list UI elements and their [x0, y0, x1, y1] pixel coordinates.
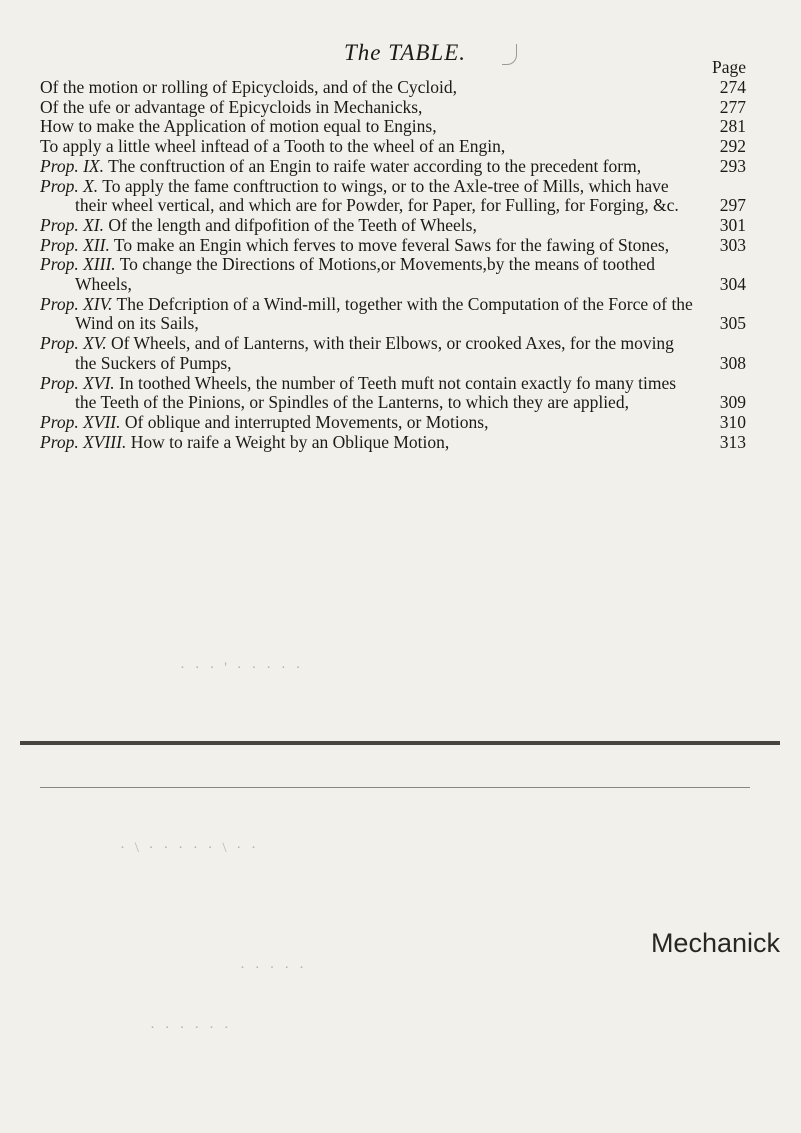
toc-entry-text: Of Wheels, and of Lanterns, with their Elbows, or crooked Axes, for the moving the Suckers of Pumps,	[75, 333, 674, 373]
toc-entry-text: To change the Directions of Motions,or Movements,by the means of toothed Wheels,	[75, 254, 656, 295]
toc-entry-text: Of the motion or rolling of Epicycloids, and of the Cycloid,	[40, 77, 458, 97]
toc-entry	[40, 57, 752, 98]
toc-entry-text: How to make the Application of motion equal to Engins,	[40, 116, 437, 137]
toc-entry-label: Prop. XIV.	[40, 293, 113, 314]
toc-entry-label: Prop. XIII.	[40, 254, 116, 275]
toc-entry-page: 301	[719, 214, 746, 235]
toc-entry-page: Page 274	[711, 57, 746, 97]
toc-entry-text: To apply the fame conftruction to wings, or to the Axle-tree of Mills, which have their wheel vertical, and which are for Powder, for Paper, for Fulling, for Forging, &c.	[75, 175, 679, 216]
toc-entry-text: Of the ufe or advantage of Epicycloids in Mechanicks,	[40, 96, 423, 117]
toc-entry-page: 303	[719, 234, 746, 255]
toc-entry-page: 310	[719, 411, 746, 432]
toc-entry-page: 304	[719, 274, 746, 295]
bleed-through-text: · · · ' · · · · ·	[180, 660, 304, 676]
toc-entry-page: 292	[719, 136, 746, 157]
toc-entry-label: Prop. XVII.	[40, 411, 121, 432]
table-of-contents	[40, 57, 752, 452]
toc-entry-page: 308	[719, 352, 746, 373]
printed-rule-thin	[40, 787, 750, 788]
toc-entry	[40, 117, 752, 137]
toc-entry-label: Prop. IX.	[40, 155, 104, 176]
toc-entry	[40, 216, 752, 236]
toc-entry-page: 281	[719, 116, 746, 137]
toc-entry-label: Prop. XII.	[40, 234, 110, 255]
toc-entry-page: 309	[719, 392, 746, 413]
toc-entry-text: The conftruction of an Engin to raife water according to the precedent form,	[108, 155, 642, 176]
toc-entry	[40, 334, 752, 373]
printed-rule	[20, 741, 780, 745]
toc-entry-text: Of the length and difpofition of the Teeth of Wheels,	[108, 214, 477, 235]
toc-entry	[40, 98, 752, 118]
toc-entry	[40, 255, 752, 294]
toc-entry-label: Prop. X.	[40, 175, 99, 196]
toc-entry	[40, 295, 752, 334]
page-title: The TABLE.	[343, 40, 467, 65]
toc-entry-label: Prop. XV.	[40, 333, 107, 354]
bleed-through-text: · \ · · · · · \ · ·	[120, 840, 260, 856]
toc-entry-page: 305	[719, 313, 746, 334]
toc-entry-label: Prop. XI.	[40, 214, 104, 235]
toc-entry-text: To apply a little wheel inftead of a Tooth to the wheel of an Engin,	[40, 136, 506, 157]
toc-entry-text: Of oblique and interrupted Movements, or Motions,	[124, 411, 489, 432]
catchword: Mechanick	[650, 928, 780, 958]
toc-entry-label: Prop. XVIII.	[40, 431, 127, 452]
toc-entry-text: To make an Engin which ferves to move feveral Saws for the fawing of Stones,	[113, 234, 670, 255]
toc-entry-page: 277	[719, 96, 746, 117]
toc-entry-page: 293	[719, 155, 746, 176]
toc-entry	[40, 413, 752, 433]
toc-entry	[40, 374, 752, 413]
toc-entry-text: How to raife a Weight by an Oblique Motion,	[130, 431, 450, 452]
toc-entry	[40, 137, 752, 157]
bleed-through-text: · · · · ·	[240, 960, 307, 976]
toc-entry	[40, 177, 752, 216]
toc-entry	[40, 433, 752, 453]
toc-entry-page: 313	[719, 431, 746, 452]
toc-entry-page: 297	[719, 195, 746, 216]
toc-entry	[40, 157, 752, 177]
bleed-through-text: · · · · · ·	[150, 1020, 232, 1036]
toc-entry-text: In toothed Wheels, the number of Teeth muft not contain exactly fo many times the Teeth of the Pinions, or Spindles of the Lanterns, to which they are applied,	[75, 372, 677, 413]
toc-entry	[40, 236, 752, 256]
toc-entry-label: Prop. XVI.	[40, 372, 115, 393]
toc-entry-text: The Defcription of a Wind-mill, together with the Computation of the Force of the Wind on its Sails,	[75, 293, 693, 334]
